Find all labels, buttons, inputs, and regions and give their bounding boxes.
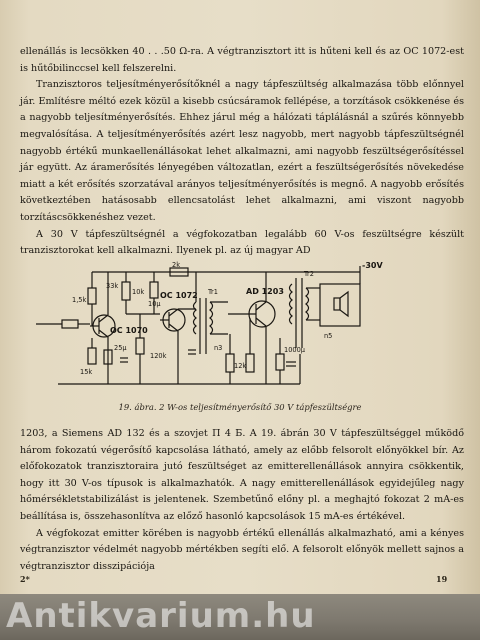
- label-tr2: Tr2: [304, 270, 314, 278]
- label-15k: 15k: [80, 368, 93, 376]
- label-33k: 33k: [106, 282, 119, 290]
- circuit-diagram: [0, 258, 480, 398]
- label-10u: 10μ: [148, 300, 161, 308]
- paragraph-3: A 30 V tápfeszültségnél a végfokozatban legalább 60 V-os feszültségre készült tranzisztorokat kell alkalmazni. Ilyenek pl. az új magyar AD: [20, 228, 464, 257]
- paragraph-1: ellenállás is lecsökken 40 . . .50 Ω-ra. A végtranzisztort itt is hűteni kell és az OC 1072-est is hűtőbilinccsel kell felszerelni.: [20, 46, 464, 74]
- paragraph-4: 1203, a Siemens AD 132 és a szovjet П 4 Б. A 19. ábrán 30 V tápfeszültséggel működő három fokozatú végerősítő kapcsolása látható, amely az előbb felsorolt előnyökkel bír. Az előfokozatok tranzisztoraira jutó feszültséget az emitterellenállások annyira csökkentik, hogy itt 30 V-os típusok is alkalmazhatók. A nagy emitterellenállások egyidejűleg nagy hőmérsékletstabilizálást is jelentenek. Szembetűnő előny pl. a meghajtó fokozat 2 mA-es beállítása is, összehasonlítva az előző hasonló kapcsolások 15 mA-es értékével.: [20, 428, 464, 522]
- label-n3: n3: [214, 344, 223, 352]
- label-12k: 12k: [234, 362, 247, 370]
- signature-mark: 2*: [20, 574, 30, 584]
- body-text-bottom: [20, 426, 464, 575]
- label-1k5: 1,5k: [72, 296, 87, 304]
- paragraph-5: A végfokozat emitter körében is nagyobb értékű ellenállás alkalmazható, ami a kényes végtranzisztor védelmét nagyobb mértékben segíti elő. A felsorolt előnyök mellett sajnos a végtranzisztor disszipációja: [20, 527, 464, 572]
- label-tr1: Tr1: [208, 288, 218, 296]
- supply-label: -30V: [362, 261, 383, 270]
- page-number: 19: [436, 574, 448, 584]
- label-10k: 10k: [132, 288, 145, 296]
- figure-caption: 19. ábra. 2 W-os teljesítményerősítő 30 V tápfeszültségre: [118, 402, 362, 412]
- label-1000u: 1000μ: [284, 346, 305, 354]
- label-120k: 120k: [150, 352, 167, 360]
- label-25u: 25μ: [114, 344, 127, 352]
- watermark: Antikvarium.hu: [6, 596, 316, 636]
- label-n5: n5: [324, 332, 333, 340]
- paragraph-2: Tranzisztoros teljesítményerősítőknél a nagy tápfeszültség alkalmazása több előnnyel jár. Említésre méltó ezek közül a kisebb csúcsáramok fellépése, a torzítások csökkenése és a nagyobb teljesítményerősítés. Ehhez járul még a hálózati táplálásnál a szűrés könnyebb megvalósítása. A teljesítményerősítés azért lesz nagyobb, mert nagyobb tápfeszültségnél nagyobb értékű munkaellenállásokat lehet alkalmazni, ami nagyobb feszültségerősítéssel jár együtt. Az áramerősítés lényegében változatlan, ezért a feszültségerősítés növekedése miatt a két erősítés szorzatával arányos teljesítményerősítés is megnő. A nagyobb erősítés következtében hatásosabb ellencsatolást lehet alkalmazni, ami viszont nagyobb torzításcsökkenéshez vezet.: [20, 79, 464, 223]
- transistor-ad1203: AD 1203: [246, 287, 284, 296]
- label-2k: 2k: [172, 261, 181, 269]
- body-text-top: [20, 44, 464, 260]
- transistor-oc1070: OC 1070: [110, 326, 148, 335]
- transistor-oc1072: OC 1072: [160, 291, 198, 300]
